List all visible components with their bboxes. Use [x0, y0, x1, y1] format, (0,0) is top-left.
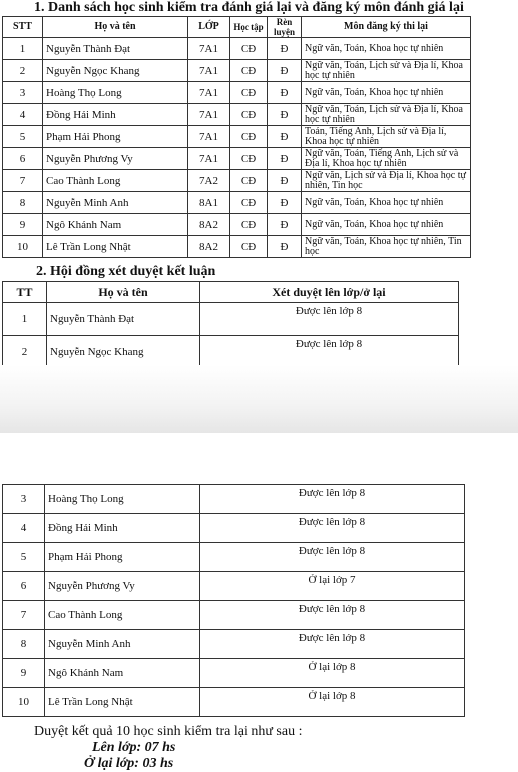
cell-name: Nguyễn Ngọc Khang — [47, 336, 200, 369]
cell-stt: 4 — [3, 104, 43, 126]
cell-tt: 7 — [3, 601, 45, 630]
cell-subjects: Ngữ văn, Lịch sử và Địa lí, Khoa học tự nhiên, Tin học — [302, 170, 471, 192]
cell-tt: 2 — [3, 336, 47, 369]
table-row — [3, 543, 465, 572]
cell-tt: 6 — [3, 572, 45, 601]
cell-study: CĐ — [230, 214, 268, 236]
cell-subjects: Toán, Tiếng Anh, Lịch sử và Địa lí, Khoa học tự nhiên — [302, 126, 471, 148]
cell-stt: 9 — [3, 214, 43, 236]
cell-subjects: Ngữ văn, Toán, Lịch sử và Địa lí, Khoa học tự nhiên — [302, 60, 471, 82]
cell-name: Đồng Hải Minh — [45, 514, 200, 543]
table-row — [3, 38, 471, 60]
cell-study: CĐ — [230, 148, 268, 170]
cell-decision: Ở lại lớp 8 — [200, 688, 465, 717]
table-row — [3, 514, 465, 543]
cell-name: Đồng Hải Minh — [43, 104, 188, 126]
table-row — [3, 148, 471, 170]
cell-name: Phạm Hải Phong — [43, 126, 188, 148]
council-decision-table-continued — [2, 484, 465, 717]
cell-tt: 10 — [3, 688, 45, 717]
table-row — [3, 60, 471, 82]
cell-subjects: Ngữ văn, Toán, Khoa học tự nhiên — [302, 214, 471, 236]
council-decision-table — [2, 281, 459, 369]
table-row — [3, 485, 465, 514]
cell-study: CĐ — [230, 126, 268, 148]
table-row — [3, 659, 465, 688]
cell-name: Nguyễn Phương Vy — [43, 148, 188, 170]
header-subjects: Môn đăng ký thi lại — [302, 17, 471, 38]
cell-conduct: Đ — [268, 236, 302, 258]
cell-tt: 4 — [3, 514, 45, 543]
header-name: Họ và tên — [43, 17, 188, 38]
header-decision: Xét duyệt lên lớp/ở lại — [200, 282, 459, 303]
cell-subjects: Ngữ văn, Toán, Khoa học tự nhiên, Tin học — [302, 236, 471, 258]
cell-stt: 1 — [3, 38, 43, 60]
cell-tt: 3 — [3, 485, 45, 514]
header-class: LỚP — [188, 17, 230, 38]
cell-conduct: Đ — [268, 214, 302, 236]
cell-name: Nguyễn Minh Anh — [43, 192, 188, 214]
cell-tt: 9 — [3, 659, 45, 688]
table-row — [3, 303, 459, 336]
cell-conduct: Đ — [268, 192, 302, 214]
table-row — [3, 688, 465, 717]
cell-decision: Được lên lớp 8 — [200, 630, 465, 659]
cell-class: 7A1 — [188, 126, 230, 148]
cell-conduct: Đ — [268, 170, 302, 192]
section-2-title: 2. Hội đồng xét duyệt kết luận — [36, 264, 216, 279]
cell-class: 7A1 — [188, 82, 230, 104]
cell-conduct: Đ — [268, 60, 302, 82]
cell-decision: Được lên lớp 8 — [200, 514, 465, 543]
cell-decision: Được lên lớp 8 — [200, 336, 459, 369]
table-row — [3, 104, 471, 126]
header-study: Học tập — [230, 17, 268, 38]
table-row — [3, 214, 471, 236]
cell-name: Lê Trần Long Nhật — [43, 236, 188, 258]
table-row — [3, 170, 471, 192]
retest-registration-table — [2, 16, 471, 258]
cell-decision: Được lên lớp 8 — [200, 601, 465, 630]
cell-study: CĐ — [230, 38, 268, 60]
header-tt: TT — [3, 282, 47, 303]
table-row — [3, 126, 471, 148]
cell-stt: 8 — [3, 192, 43, 214]
cell-name: Lê Trần Long Nhật — [45, 688, 200, 717]
cell-study: CĐ — [230, 104, 268, 126]
cell-tt: 1 — [3, 303, 47, 336]
cell-conduct: Đ — [268, 148, 302, 170]
cell-class: 7A1 — [188, 104, 230, 126]
cell-conduct: Đ — [268, 38, 302, 60]
cell-subjects: Ngữ văn, Toán, Tiếng Anh, Lịch sử và Địa lí, Khoa học tự nhiên — [302, 148, 471, 170]
cell-subjects: Ngữ văn, Toán, Lịch sử và Địa lí, Khoa học tự nhiên — [302, 104, 471, 126]
header-stt: STT — [3, 17, 43, 38]
cell-stt: 6 — [3, 148, 43, 170]
cell-class: 8A2 — [188, 214, 230, 236]
summary-title: Duyệt kết quả 10 học sinh kiểm tra lại như sau : — [34, 724, 303, 739]
cell-class: 7A1 — [188, 38, 230, 60]
cell-name: Nguyễn Thành Đạt — [47, 303, 200, 336]
cell-decision: Ở lại lớp 7 — [200, 572, 465, 601]
summary-promoted: Lên lớp: 07 hs — [92, 740, 176, 755]
table-row — [3, 192, 471, 214]
cell-subjects: Ngữ văn, Toán, Khoa học tự nhiên — [302, 82, 471, 104]
cell-conduct: Đ — [268, 126, 302, 148]
header-conduct: Rèn luyện — [268, 17, 302, 38]
table-header-row — [3, 17, 471, 38]
cell-decision: Được lên lớp 8 — [200, 543, 465, 572]
table-header-row — [3, 282, 459, 303]
header-name: Họ và tên — [47, 282, 200, 303]
cell-decision: Được lên lớp 8 — [200, 485, 465, 514]
cell-class: 7A2 — [188, 170, 230, 192]
summary-retained: Ở lại lớp: 03 hs — [84, 756, 174, 771]
cell-stt: 10 — [3, 236, 43, 258]
table-row — [3, 82, 471, 104]
cell-name: Phạm Hải Phong — [45, 543, 200, 572]
cell-stt: 5 — [3, 126, 43, 148]
section-1-title: 1. Danh sách học sinh kiểm tra đánh giá lại và đăng ký môn đánh giá lại — [34, 0, 464, 15]
cell-decision: Được lên lớp 8 — [200, 303, 459, 336]
cell-stt: 7 — [3, 170, 43, 192]
cell-conduct: Đ — [268, 82, 302, 104]
cell-class: 8A2 — [188, 236, 230, 258]
cell-name: Hoàng Thọ Long — [45, 485, 200, 514]
cell-name: Cao Thành Long — [43, 170, 188, 192]
cell-subjects: Ngữ văn, Toán, Khoa học tự nhiên — [302, 192, 471, 214]
cell-name: Nguyễn Thành Đạt — [43, 38, 188, 60]
cell-class: 7A1 — [188, 148, 230, 170]
table-row — [3, 336, 459, 369]
cell-study: CĐ — [230, 82, 268, 104]
cell-decision: Ở lại lớp 8 — [200, 659, 465, 688]
cell-name: Ngô Khánh Nam — [43, 214, 188, 236]
cell-stt: 2 — [3, 60, 43, 82]
cell-stt: 3 — [3, 82, 43, 104]
cell-name: Hoàng Thọ Long — [43, 82, 188, 104]
cell-name: Nguyễn Ngọc Khang — [43, 60, 188, 82]
cell-name: Nguyễn Phương Vy — [45, 572, 200, 601]
cell-name: Cao Thành Long — [45, 601, 200, 630]
cell-tt: 8 — [3, 630, 45, 659]
cell-study: CĐ — [230, 60, 268, 82]
cell-name: Nguyễn Minh Anh — [45, 630, 200, 659]
cell-conduct: Đ — [268, 104, 302, 126]
cell-class: 7A1 — [188, 60, 230, 82]
table-row — [3, 601, 465, 630]
table-row — [3, 572, 465, 601]
table-row — [3, 236, 471, 258]
table-row — [3, 630, 465, 659]
page-break — [0, 365, 518, 433]
cell-study: CĐ — [230, 170, 268, 192]
cell-class: 8A1 — [188, 192, 230, 214]
cell-tt: 5 — [3, 543, 45, 572]
cell-study: CĐ — [230, 236, 268, 258]
cell-subjects: Ngữ văn, Toán, Khoa học tự nhiên — [302, 38, 471, 60]
cell-name: Ngô Khánh Nam — [45, 659, 200, 688]
cell-study: CĐ — [230, 192, 268, 214]
